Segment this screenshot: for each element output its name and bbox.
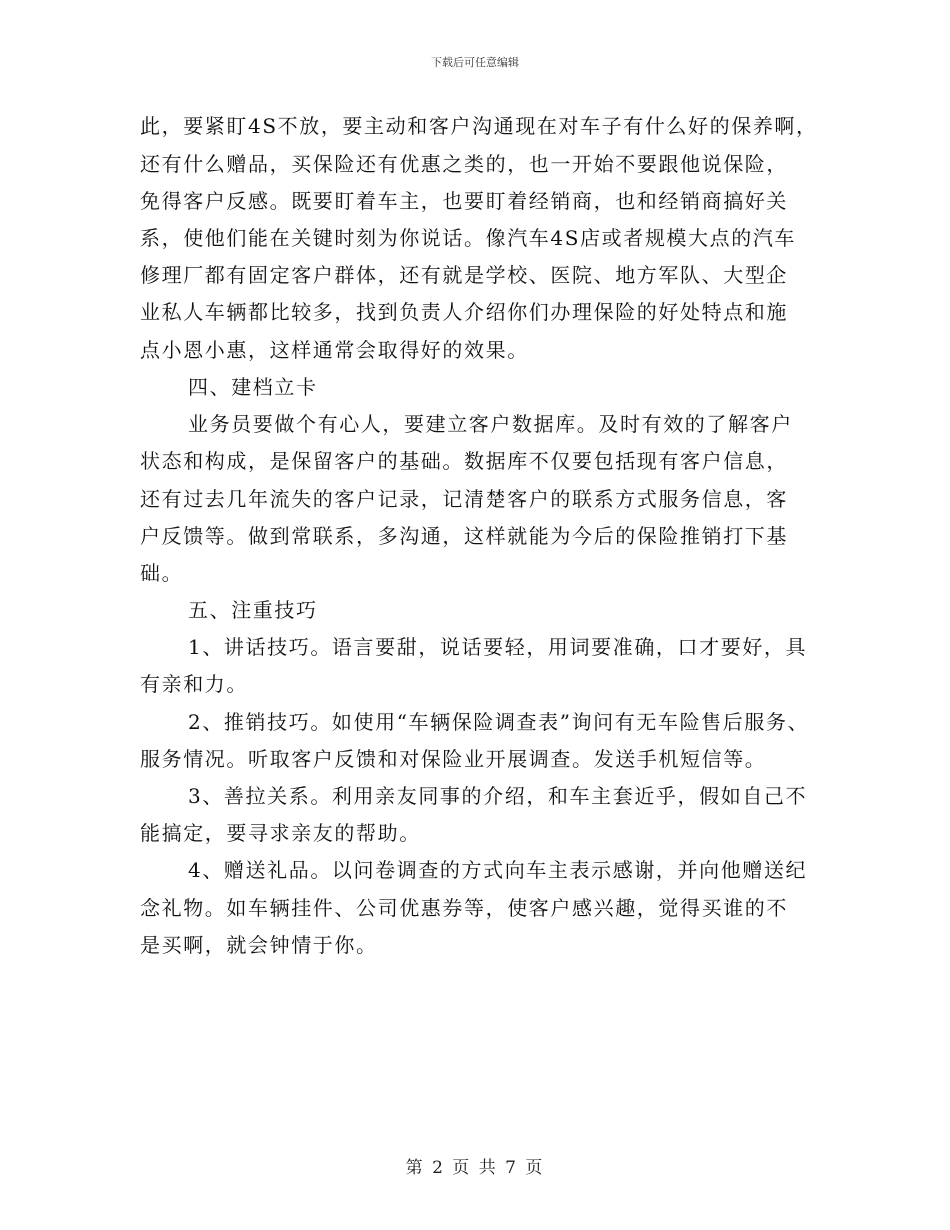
paragraph-line: 户反馈等。做到常联系，多沟通，这样就能为今后的保险推销打下基 <box>140 524 788 548</box>
paragraph-line: 还有过去几年流失的客户记录，记清楚客户的联系方式服务信息，客 <box>140 487 788 511</box>
paragraph-line: 业务员要做个有心人，要建立客户数据库。及时有效的了解客户 <box>188 412 793 436</box>
paragraph-line: 系，使他们能在关键时刻为你说话。像汽车4S店或者规模大点的汽车 <box>140 226 797 250</box>
paragraph-line: 修理厂都有固定客户群体，还有就是学校、医院、地方军队、大型企 <box>140 263 788 287</box>
section-heading: 四、建档立卡 <box>188 375 318 399</box>
paragraph-line: 能搞定，要寻求亲友的帮助。 <box>140 821 421 845</box>
page-header: 下载后可任意编辑 <box>431 56 519 69</box>
paragraph-line: 点小恩小惠，这样通常会取得好的效果。 <box>140 338 529 362</box>
paragraph-line: 服务情况。听取客户反馈和对保险业开展调查。发送手机短信等。 <box>140 747 767 771</box>
page-number: 第 2 页 共 7 页 <box>405 1158 545 1178</box>
list-item: 3、善拉关系。利用亲友同事的介绍，和车主套近乎，假如自己不 <box>188 784 808 808</box>
list-item: 2、推销技巧。如使用“车辆保险调查表”询问有无车险售后服务、 <box>188 710 810 734</box>
list-item: 4、赠送礼品。以问卷调查的方式向车主表示感谢，并向他赠送纪 <box>188 858 808 882</box>
paragraph-line: 是买啊，就会钟情于你。 <box>140 933 378 957</box>
paragraph-line: 此，要紧盯4S不放，要主动和客户沟通现在对车子有什么好的保养啊， <box>140 114 818 138</box>
paragraph-line: 业私人车辆都比较多，找到负责人介绍你们办理保险的好处特点和施 <box>140 300 788 324</box>
paragraph-line: 念礼物。如车辆挂件、公司优惠券等，使客户感兴趣，觉得买谁的不 <box>140 896 788 920</box>
paragraph-line: 还有什么赠品，买保险还有优惠之类的，也一开始不要跟他说保险， <box>140 152 788 176</box>
section-heading: 五、注重技巧 <box>188 598 318 622</box>
list-item: 1、讲话技巧。语言要甜，说话要轻，用词要准确，口才要好，具 <box>188 635 808 659</box>
paragraph-line: 础。 <box>140 561 184 585</box>
paragraph-line: 状态和构成，是保留客户的基础。数据库不仅要包括现有客户信息， <box>140 449 788 473</box>
paragraph-line: 有亲和力。 <box>140 672 248 696</box>
paragraph-line: 免得客户反感。既要盯着车主，也要盯着经销商，也和经销商搞好关 <box>140 189 788 213</box>
